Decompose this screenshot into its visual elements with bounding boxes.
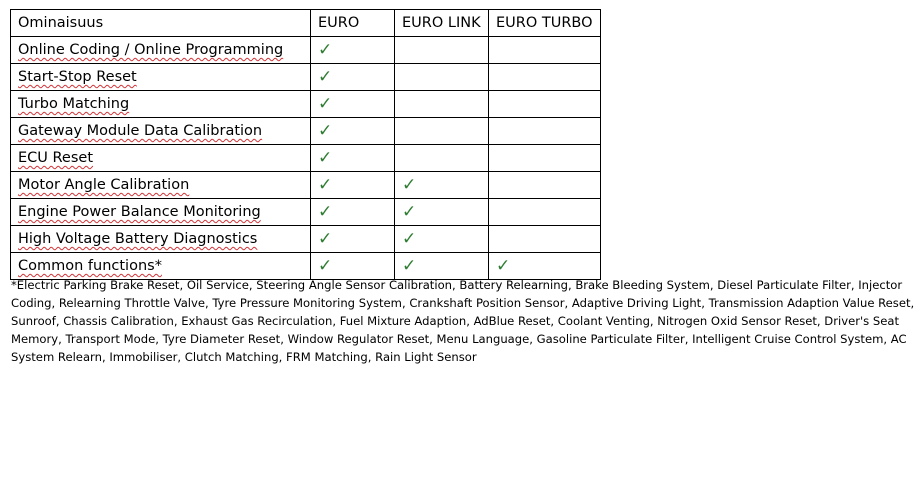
checkmark-icon: ✓	[402, 255, 417, 276]
cell-euro-link	[395, 64, 489, 91]
feature-name-cell	[11, 91, 311, 118]
header-euro-turbo: EURO TURBO	[489, 10, 601, 37]
feature-name: High Voltage Battery Diagnostics	[18, 231, 258, 247]
header-euro: EURO	[311, 10, 395, 37]
cell-euro-turbo	[489, 37, 601, 64]
cell-euro	[311, 64, 395, 91]
cell-euro-link	[395, 118, 489, 145]
cell-euro-link	[395, 199, 489, 226]
cell-euro-turbo	[489, 172, 601, 199]
cell-euro-link	[395, 37, 489, 64]
checkmark-icon: ✓	[402, 174, 417, 195]
checkmark-icon: ✓	[318, 174, 333, 195]
cell-euro	[311, 199, 395, 226]
feature-name-cell	[11, 37, 311, 64]
table-row	[11, 64, 601, 91]
table-row	[11, 226, 601, 253]
table-body	[11, 37, 601, 280]
table-header-row	[11, 10, 601, 37]
feature-comparison-table	[10, 9, 601, 280]
feature-name-cell	[11, 199, 311, 226]
checkmark-icon: ✓	[318, 93, 333, 114]
feature-name: ECU Reset	[18, 150, 94, 166]
feature-name-cell	[11, 64, 311, 91]
table-row	[11, 145, 601, 172]
checkmark-icon: ✓	[402, 201, 417, 222]
cell-euro-link	[395, 145, 489, 172]
cell-euro	[311, 37, 395, 64]
feature-name-cell	[11, 226, 311, 253]
feature-name: Turbo Matching	[18, 96, 130, 112]
cell-euro-turbo	[489, 226, 601, 253]
table-row	[11, 118, 601, 145]
checkmark-icon: ✓	[402, 228, 417, 249]
cell-euro-link	[395, 172, 489, 199]
cell-euro-link	[395, 91, 489, 118]
feature-name: Online Coding / Online Programming	[18, 42, 284, 58]
cell-euro-turbo	[489, 145, 601, 172]
cell-euro	[311, 118, 395, 145]
feature-name: Common functions*	[18, 258, 162, 274]
cell-euro-turbo	[489, 64, 601, 91]
checkmark-icon: ✓	[318, 39, 333, 60]
cell-euro-link	[395, 226, 489, 253]
cell-euro	[311, 226, 395, 253]
header-euro-link: EURO LINK	[395, 10, 489, 37]
feature-comparison-table-wrapper	[10, 9, 601, 280]
feature-name-cell	[11, 118, 311, 145]
feature-name: Motor Angle Calibration	[18, 177, 190, 193]
table-row	[11, 91, 601, 118]
cell-euro-turbo	[489, 118, 601, 145]
checkmark-icon: ✓	[318, 228, 333, 249]
header-feature: Ominaisuus	[11, 10, 311, 37]
feature-name: Gateway Module Data Calibration	[18, 123, 263, 139]
table-row	[11, 172, 601, 199]
table-row	[11, 199, 601, 226]
feature-name-cell	[11, 145, 311, 172]
feature-name: Start-Stop Reset	[18, 69, 137, 85]
footnote-common-functions: *Electric Parking Brake Reset, Oil Service, Steering Angle Sensor Calibration, Battery Relearning, Brake Bleeding System, Diesel Particulate Filter, Injector Coding, Relearning Throttle Valve, Tyre Pressure Monitoring System, Crankshaft Position Sensor, Adaptive Driving Light, Transmission Adaption Value Reset, Sunroof, Chassis Calibration, Exhaust Gas Recirculation, Fuel Mixture Adaption, AdBlue Reset, Coolant Venting, Nitrogen Oxid Sensor Reset, Driver's Seat Memory, Transport Mode, Tyre Diameter Reset, Window Regulator Reset, Menu Language, Gasoline Particulate Filter, Intelligent Cruise Control System, AC System Relearn, Immobiliser, Clutch Matching, FRM Matching, Rain Light Sensor	[11, 278, 915, 364]
checkmark-icon: ✓	[496, 255, 511, 276]
table-row	[11, 37, 601, 64]
checkmark-icon: ✓	[318, 147, 333, 168]
cell-euro	[311, 145, 395, 172]
checkmark-icon: ✓	[318, 120, 333, 141]
checkmark-icon: ✓	[318, 255, 333, 276]
cell-euro	[311, 91, 395, 118]
feature-name: Engine Power Balance Monitoring	[18, 204, 261, 220]
checkmark-icon: ✓	[318, 66, 333, 87]
feature-name-cell	[11, 172, 311, 199]
cell-euro	[311, 172, 395, 199]
cell-euro-turbo	[489, 199, 601, 226]
checkmark-icon: ✓	[318, 201, 333, 222]
cell-euro-turbo	[489, 91, 601, 118]
